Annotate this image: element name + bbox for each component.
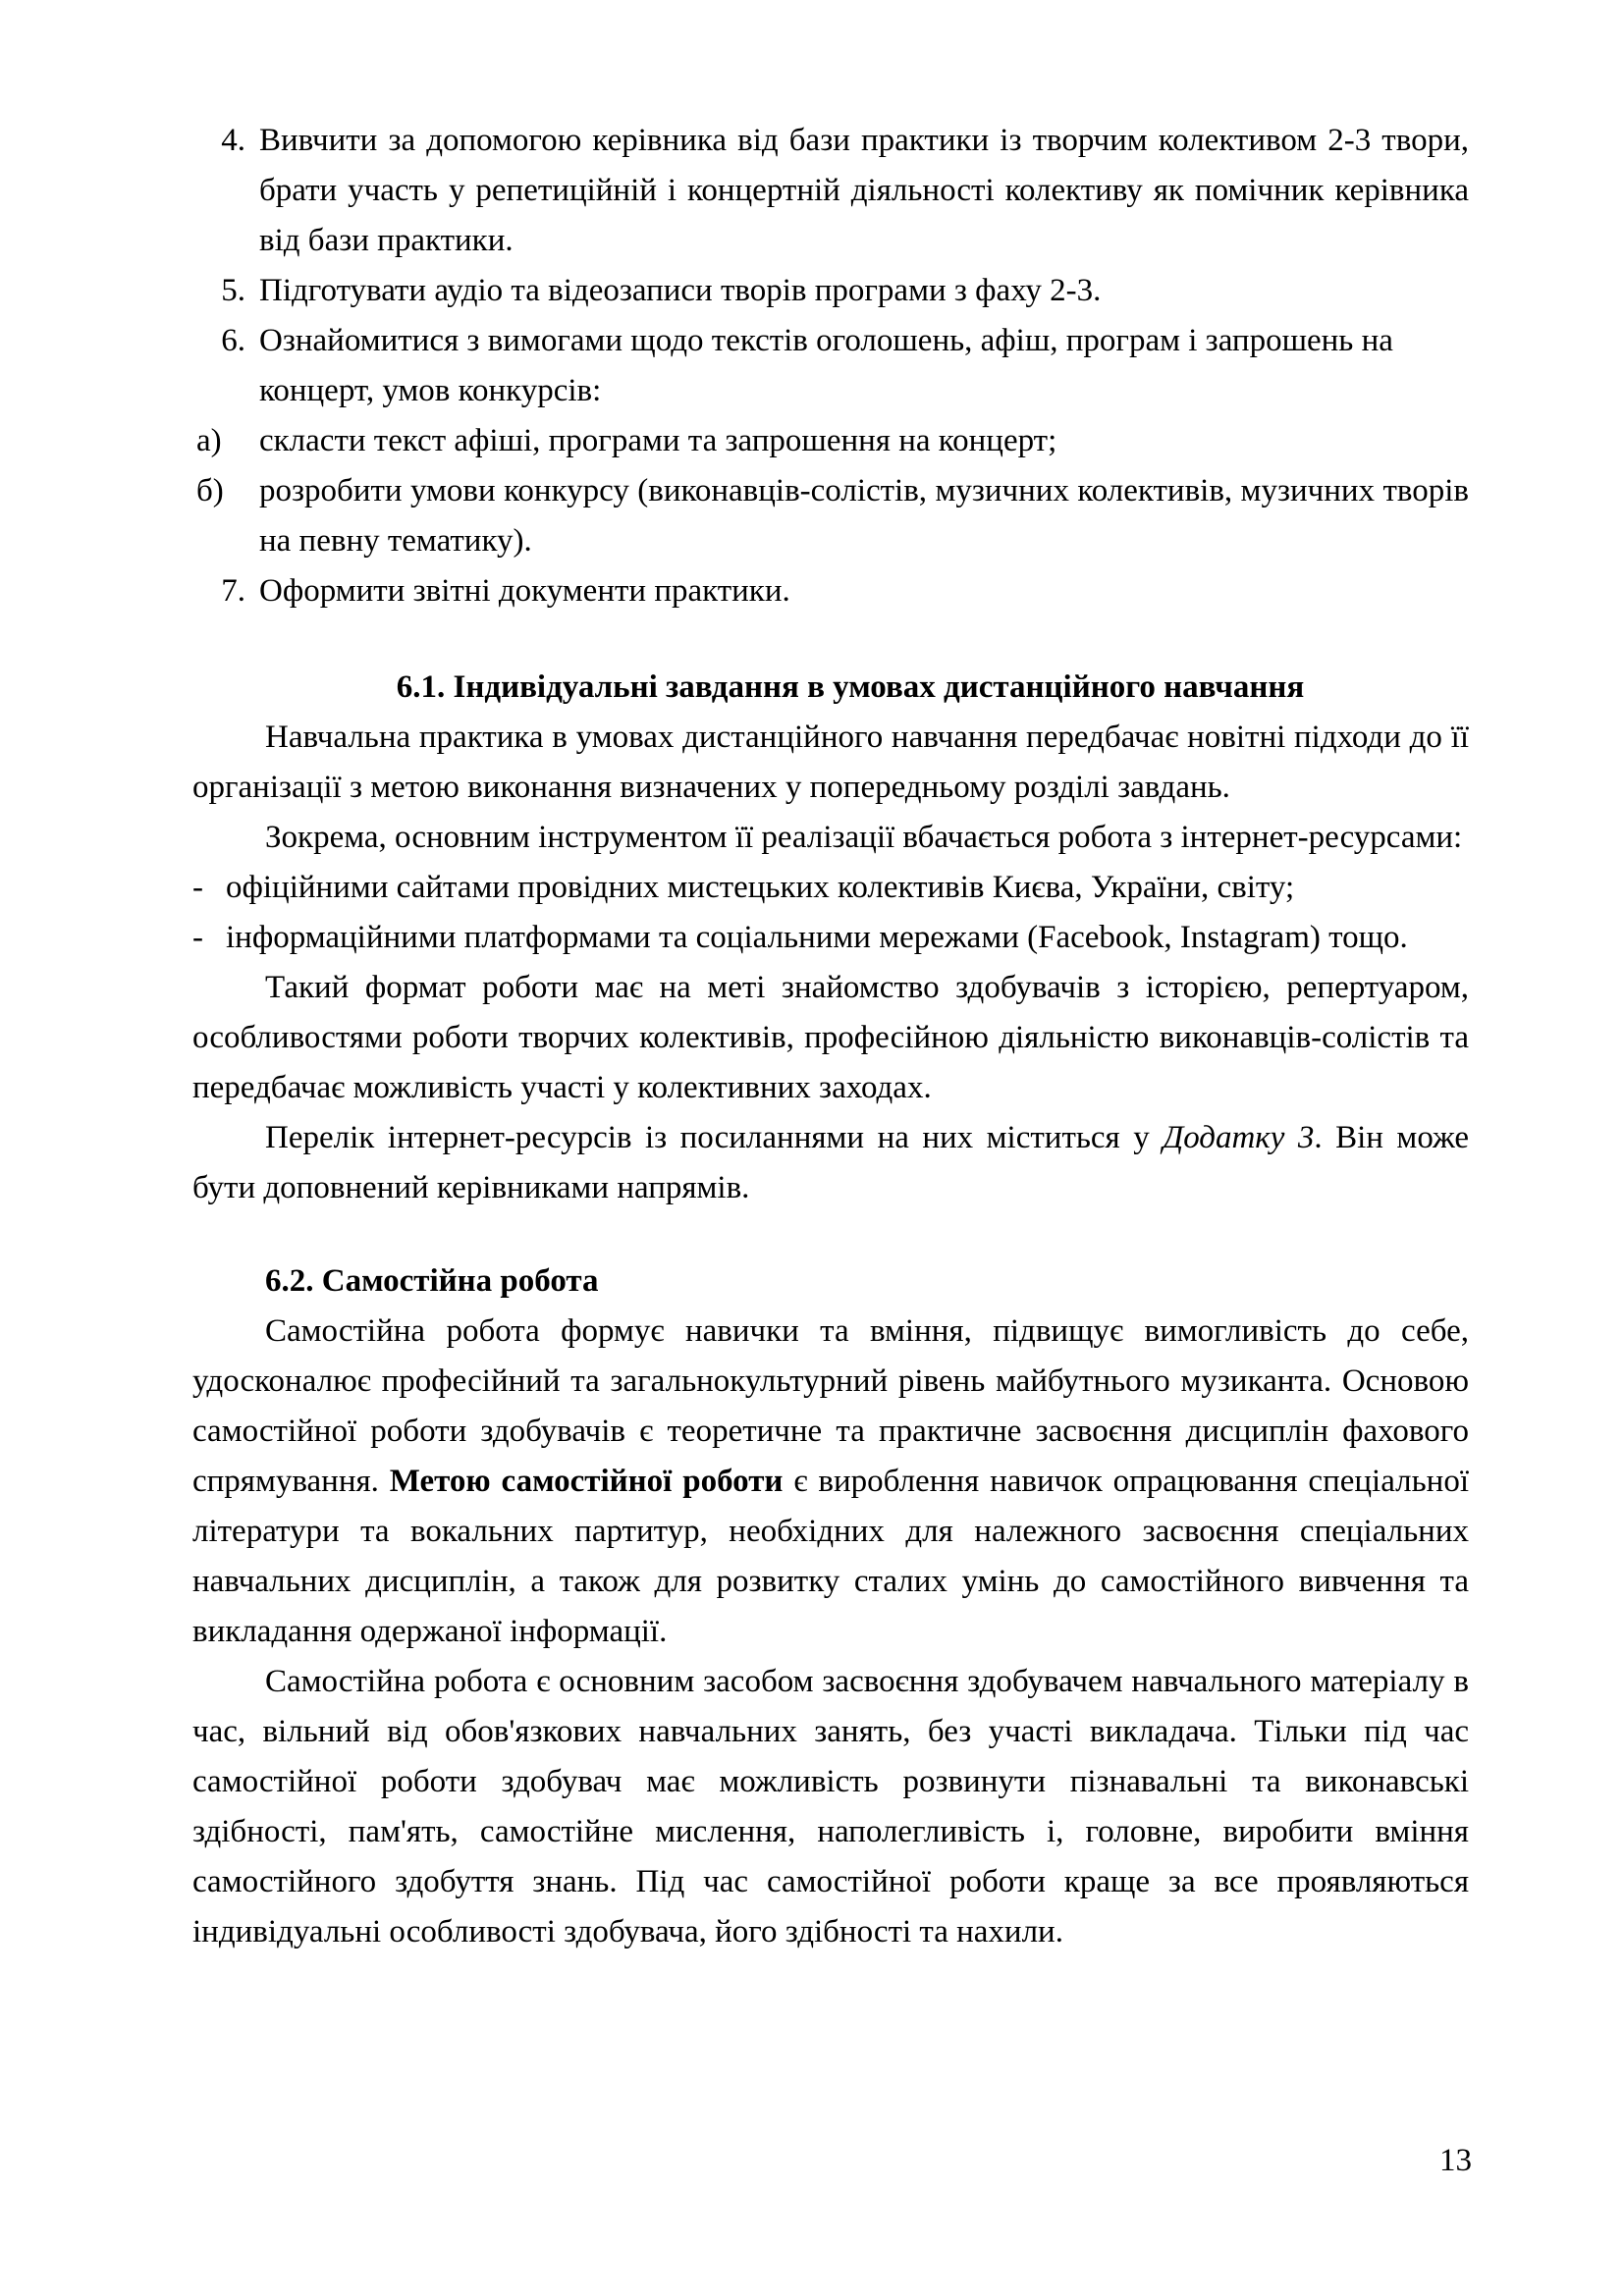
tasks-list-tail xyxy=(192,566,1469,616)
paragraph-6-1-3: Такий формат роботи має на меті знайомство здобувачів з історією, репертуаром, особливостями роботи творчих колективів, професійною діяльністю виконавців-солістів та передбачає можливість участі у колективних заходах. xyxy=(192,970,1469,1105)
list-item xyxy=(192,466,1469,566)
paragraph-6-1-1: Навчальна практика в умовах дистанційного навчання передбачає новітні підходи до її організації з метою виконання визначених у попередньому розділі завдань. xyxy=(192,720,1469,805)
spacer xyxy=(192,616,1469,663)
list-item-text: скласти текст афіші, програми та запрошення на концерт; xyxy=(259,423,1057,458)
list-item xyxy=(192,416,1469,466)
page-content xyxy=(192,116,1469,1957)
list-item-text: офіційними сайтами провідних мистецьких колективів Києва, України, світу; xyxy=(226,870,1295,905)
list-item-marker: 4. xyxy=(221,123,245,158)
list-item-text: Оформити звітні документи практики. xyxy=(259,573,790,609)
list-item-marker: - xyxy=(192,920,203,955)
section-heading-6-1: 6.1. Індивідуальні завдання в умовах дистанційного навчання xyxy=(396,669,1305,705)
list-item xyxy=(192,863,1469,913)
list-item xyxy=(192,266,1469,316)
list-item-marker: б) xyxy=(196,473,224,508)
list-item-text: інформаційними платформами та соціальними мережами (Facebook, Instagram) тощо. xyxy=(226,920,1408,955)
list-item-marker: 5. xyxy=(221,273,245,308)
paragraph-6-2-2: Самостійна робота є основним засобом засвоєння здобувачем навчального матеріалу в час, вільний від обов'язкових навчальних занять, без участі викладача. Тільки під час самостійної роботи здобувач має можливість розвинути пізнавальні та виконавські здібності, пам'ять, самостійне мислення, наполегливість і, головне, виробити вміння самостійного здобуття знань. Під час самостійної роботи краще за все проявляються індивідуальні особливості здобувача, його здібності та нахили. xyxy=(192,1664,1469,1949)
page-number: 13 xyxy=(1439,2143,1472,2178)
lettered-list xyxy=(192,416,1469,566)
list-item-marker: 7. xyxy=(221,573,245,609)
appendix-reference: Додатку 3 xyxy=(1163,1120,1315,1155)
paragraph-6-2-1-part1: Самостійна робота формує навички та вміння, підвищує вимогливість до себе, удосконалює професійний та загальнокультурний рівень майбутнього музиканта. Основою самостійної роботи здобувачів є теоретичне та практичне засвоєння дисциплін фахового спрямування. xyxy=(192,1313,1469,1499)
list-item xyxy=(192,913,1469,963)
list-item-text: Підготувати аудіо та відеозаписи творів програми з фаху 2-3. xyxy=(259,273,1102,308)
paragraph-6-1-2: Зокрема, основним інструментом її реалізації вбачається робота з інтернет-ресурсами: xyxy=(265,820,1463,855)
paragraph-6-1-4 xyxy=(192,1113,1469,1213)
list-item xyxy=(192,116,1469,266)
section-heading-6-2: 6.2. Самостійна робота xyxy=(265,1263,599,1299)
list-item-marker: 6. xyxy=(221,323,245,358)
purpose-emphasis: Метою самостійної роботи xyxy=(389,1464,784,1499)
list-item-text: розробити умови конкурсу (виконавців-солістів, музичних колективів, музичних творів на певну тематику). xyxy=(259,473,1469,559)
paragraph-6-1-4-part2: . Він може бути доповнений керівниками напрямів. xyxy=(192,1120,1470,1205)
paragraph-6-1-4-part1: Перелік інтернет-ресурсів із посиланнями на них міститься у xyxy=(265,1120,1164,1155)
list-item xyxy=(192,566,1469,616)
paragraph-6-2-1 xyxy=(192,1307,1469,1657)
tasks-list xyxy=(192,116,1469,416)
list-item xyxy=(192,316,1469,416)
list-item-marker: - xyxy=(192,870,203,905)
internet-resources-list xyxy=(192,863,1469,963)
paragraph-6-2-1-part2: є вироблення навичок опрацювання спеціальної літератури та вокальних партитур, необхідних для належного засвоєння спеціальних навчальних дисциплін, а також для розвитку сталих умінь до самостійного вивчення та викладання одержаної інформації. xyxy=(192,1464,1469,1649)
list-item-text: Вивчити за допомогою керівника від бази практики із творчим колективом 2-3 твори, брати участь у репетиційній і концертній діяльності колективу як помічник керівника від бази практики. xyxy=(259,123,1469,258)
list-item-text: Ознайомитися з вимогами щодо текстів оголошень, афіш, програм і запрошень на концерт, умов конкурсів: xyxy=(259,323,1393,408)
list-item-marker: а) xyxy=(196,423,222,458)
spacer xyxy=(192,1213,1469,1256)
